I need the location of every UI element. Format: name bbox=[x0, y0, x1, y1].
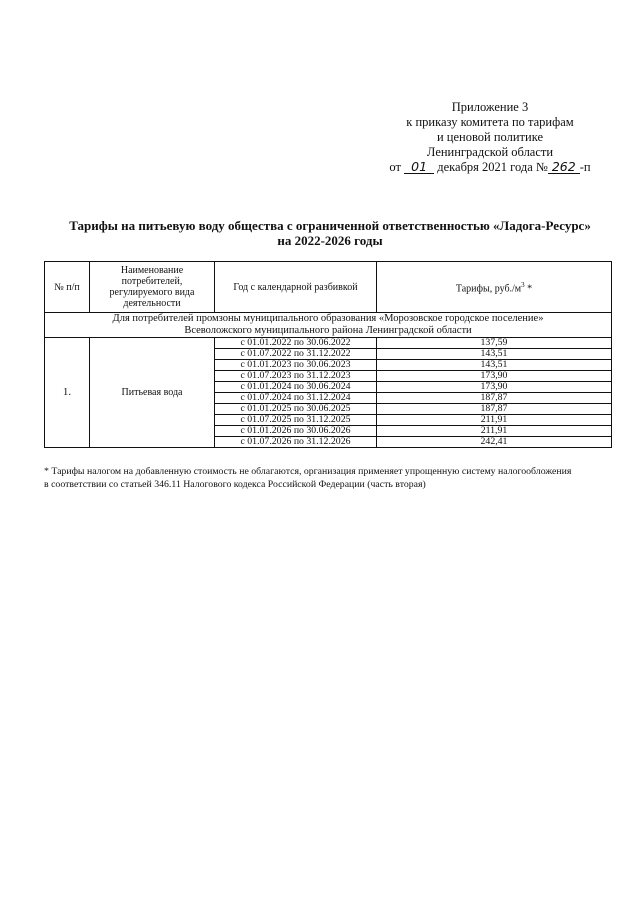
appendix-committee: и ценовой политике bbox=[436, 130, 544, 144]
period-cell: с 01.01.2022 по 30.06.2022 bbox=[215, 338, 377, 349]
rate-cell: 143,51 bbox=[377, 349, 612, 360]
document-title bbox=[60, 218, 600, 248]
header-rate-mark: * bbox=[524, 283, 533, 295]
appendix-order-ref: к приказу комитета по тарифам bbox=[406, 115, 574, 129]
title-line-2: на 2022-2026 годы bbox=[277, 233, 383, 248]
period-cell: с 01.07.2025 по 31.12.2025 bbox=[215, 415, 377, 426]
header-rate-sup: 3 bbox=[521, 280, 525, 289]
rate-cell: 187,87 bbox=[377, 404, 612, 415]
table-header-row bbox=[45, 262, 612, 313]
appendix-header bbox=[380, 100, 600, 175]
title-line-1: Тарифы на питьевую воду общества с ограниченной ответственностью «Ладога-Ресурс» bbox=[69, 218, 591, 233]
number-suffix: -п bbox=[579, 160, 591, 174]
footnote-line-2: в соответствии со статьей 346.11 Налогового кодекса Российской Федерации (часть вторая) bbox=[44, 479, 426, 490]
footnote-line-1: * Тарифы налогом на добавленную стоимость не облагаются, организация применяет упрощенную систему налогообложения bbox=[44, 466, 572, 477]
rate-cell: 137,59 bbox=[377, 338, 612, 349]
date-middle: декабря 2021 года № bbox=[437, 160, 548, 174]
table-row bbox=[45, 338, 612, 349]
header-rate bbox=[377, 262, 612, 313]
group-line-2: Всеволожского муниципального района Ленинградской области bbox=[184, 325, 472, 336]
rate-cell: 173,90 bbox=[377, 371, 612, 382]
header-name: Наименование потребителей, регулируемого вида деятельности bbox=[90, 262, 215, 313]
date-prefix: от bbox=[389, 160, 401, 174]
header-rate-label: Тарифы, руб./м bbox=[455, 283, 522, 295]
period-cell: с 01.07.2023 по 31.12.2023 bbox=[215, 371, 377, 382]
rate-cell: 211,91 bbox=[377, 415, 612, 426]
rate-cell: 187,87 bbox=[377, 393, 612, 404]
period-cell: с 01.07.2022 по 31.12.2022 bbox=[215, 349, 377, 360]
tariff-table bbox=[44, 261, 612, 448]
rate-cell: 211,91 bbox=[377, 426, 612, 437]
period-cell: с 01.01.2025 по 30.06.2025 bbox=[215, 404, 377, 415]
rate-cell: 242,41 bbox=[377, 437, 612, 448]
row-number: 1. bbox=[45, 338, 90, 448]
group-line-1: Для потребителей промзоны муниципального образования «Морозовское городское поселение» bbox=[112, 313, 544, 324]
group-cell bbox=[45, 313, 612, 338]
period-cell: с 01.07.2024 по 31.12.2024 bbox=[215, 393, 377, 404]
appendix-number: Приложение 3 bbox=[451, 100, 529, 114]
period-cell: с 01.07.2026 по 31.12.2026 bbox=[215, 437, 377, 448]
group-row bbox=[45, 313, 612, 338]
row-name: Питьевая вода bbox=[90, 338, 215, 448]
footnote bbox=[44, 465, 616, 491]
period-cell: с 01.01.2023 по 30.06.2023 bbox=[215, 360, 377, 371]
header-num: № п/п bbox=[45, 262, 90, 313]
appendix-region: Ленинградской области bbox=[426, 145, 554, 159]
period-cell: с 01.01.2026 по 30.06.2026 bbox=[215, 426, 377, 437]
handwritten-number: 262 bbox=[548, 161, 580, 174]
header-period: Год с календарной разбивкой bbox=[215, 262, 377, 313]
appendix-date-line bbox=[380, 160, 600, 175]
rate-cell: 173,90 bbox=[377, 382, 612, 393]
rate-cell: 143,51 bbox=[377, 360, 612, 371]
handwritten-day: 01 bbox=[404, 161, 434, 174]
period-cell: с 01.01.2024 по 30.06.2024 bbox=[215, 382, 377, 393]
